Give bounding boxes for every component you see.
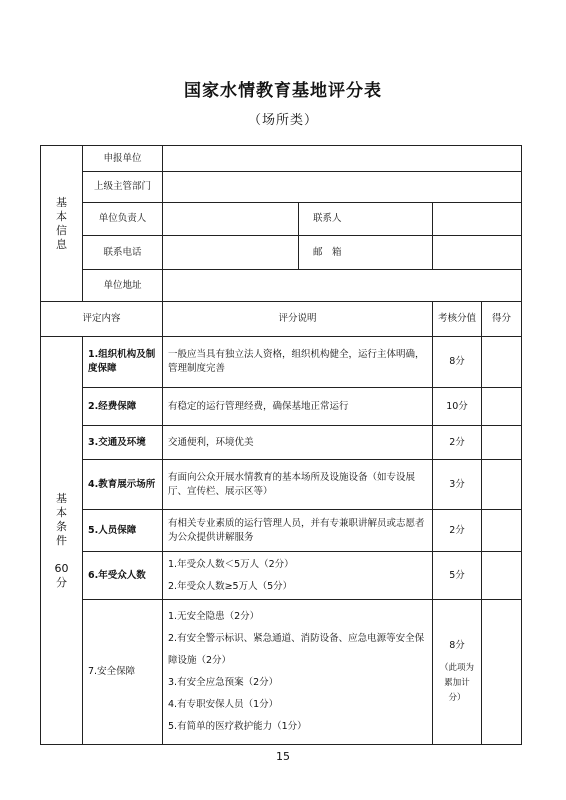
superior-dept-label: 上级主管部门: [83, 172, 163, 203]
criteria-line: 1.年受众人数＜5万人（2分）: [168, 558, 294, 570]
section-label: 基 本 条 件 60 分: [41, 337, 83, 745]
superior-dept-field[interactable]: [163, 172, 522, 203]
table-row: [41, 510, 522, 552]
item-label: 4.教育展示场所: [83, 460, 163, 510]
basic-info-label: 基 本 信 息: [41, 146, 83, 302]
phone-field[interactable]: [163, 236, 299, 270]
item-value: 10分: [433, 388, 482, 426]
item-label: 6.年受众人数: [83, 552, 163, 600]
table-row: [41, 337, 522, 388]
criteria-line: 3.有安全应急预案（2分）: [168, 677, 279, 688]
table-row: [41, 426, 522, 460]
item-label: 2.经费保障: [83, 388, 163, 426]
row-leader-contact: [41, 203, 522, 236]
item-description: [163, 600, 433, 745]
page-title: 国家水情教育基地评分表: [184, 81, 382, 101]
apply-unit-field[interactable]: [163, 146, 522, 172]
unit-leader-field[interactable]: [163, 203, 299, 236]
score-table: [40, 145, 522, 745]
contact-person-label: 联系人: [299, 203, 433, 236]
item-description: 有相关专业素质的运行管理人员，并有专兼职讲解员或志愿者为公众提供讲解服务: [163, 510, 433, 552]
table-row: [41, 600, 522, 745]
address-label: 单位地址: [83, 270, 163, 302]
table-row: [41, 388, 522, 426]
item-score-field[interactable]: [482, 426, 522, 460]
header-content: 评定内容: [41, 302, 163, 337]
criteria-line: 2.有安全警示标识、紧急通道、消防设备、应急电源等安全保障设施（2分）: [168, 633, 425, 666]
item-score-field[interactable]: [482, 510, 522, 552]
table-header-row: [41, 302, 522, 337]
address-field[interactable]: [163, 270, 522, 302]
item-value: 2分: [433, 510, 482, 552]
item-description: [163, 552, 433, 600]
item-label: 7.安全保障: [83, 600, 163, 745]
item-value-text: 8分: [449, 639, 465, 651]
item-label: 3.交通及环境: [83, 426, 163, 460]
item-label: 1.组织机构及制度保障: [83, 337, 163, 388]
item-value: 3分: [433, 460, 482, 510]
item-description: 交通便利，环境优美: [163, 426, 433, 460]
contact-person-field[interactable]: [433, 203, 522, 236]
criteria-line: 1.无安全隐患（2分）: [168, 611, 260, 622]
item-score-field[interactable]: [482, 460, 522, 510]
row-phone-postcode: [41, 236, 522, 270]
criteria-line: 4.有专职安保人员（1分）: [168, 699, 279, 710]
table-row: [41, 552, 522, 600]
item-value: 2分: [433, 426, 482, 460]
item-score-field[interactable]: [482, 388, 522, 426]
criteria-line: 2.年受众人数≥5万人（5分）: [168, 580, 293, 592]
item-score-field[interactable]: [482, 337, 522, 388]
item-value: 5分: [433, 552, 482, 600]
apply-unit-label: 申报单位: [83, 146, 163, 172]
item-description: 有面向公众开展水情教育的基本场所及设施设备（如专设展厅、宣传栏、展示区等）: [163, 460, 433, 510]
postcode-label: 邮 箱: [299, 236, 433, 270]
item-label: 5.人员保障: [83, 510, 163, 552]
page-number: 15: [276, 750, 290, 763]
item-value: [433, 600, 482, 745]
phone-label: 联系电话: [83, 236, 163, 270]
postcode-field[interactable]: [433, 236, 522, 270]
criteria-line: 5.有简单的医疗救护能力（1分）: [168, 721, 307, 732]
row-apply-unit: [41, 146, 522, 172]
item-value-note: （此项为累加计分）: [439, 662, 474, 703]
item-value: 8分: [433, 337, 482, 388]
header-score-value: 考核分值: [433, 302, 482, 337]
item-score-field[interactable]: [482, 552, 522, 600]
table-row: [41, 460, 522, 510]
item-score-field[interactable]: [482, 600, 522, 745]
item-description: 有稳定的运行管理经费，确保基地正常运行: [163, 388, 433, 426]
row-address: [41, 270, 522, 302]
page-subtitle: （场所类）: [247, 113, 318, 128]
item-description: 一般应当具有独立法人资格，组织机构健全，运行主体明确，管理制度完善: [163, 337, 433, 388]
header-score: 得分: [482, 302, 522, 337]
header-description: 评分说明: [163, 302, 433, 337]
row-superior-dept: [41, 172, 522, 203]
unit-leader-label: 单位负责人: [83, 203, 163, 236]
